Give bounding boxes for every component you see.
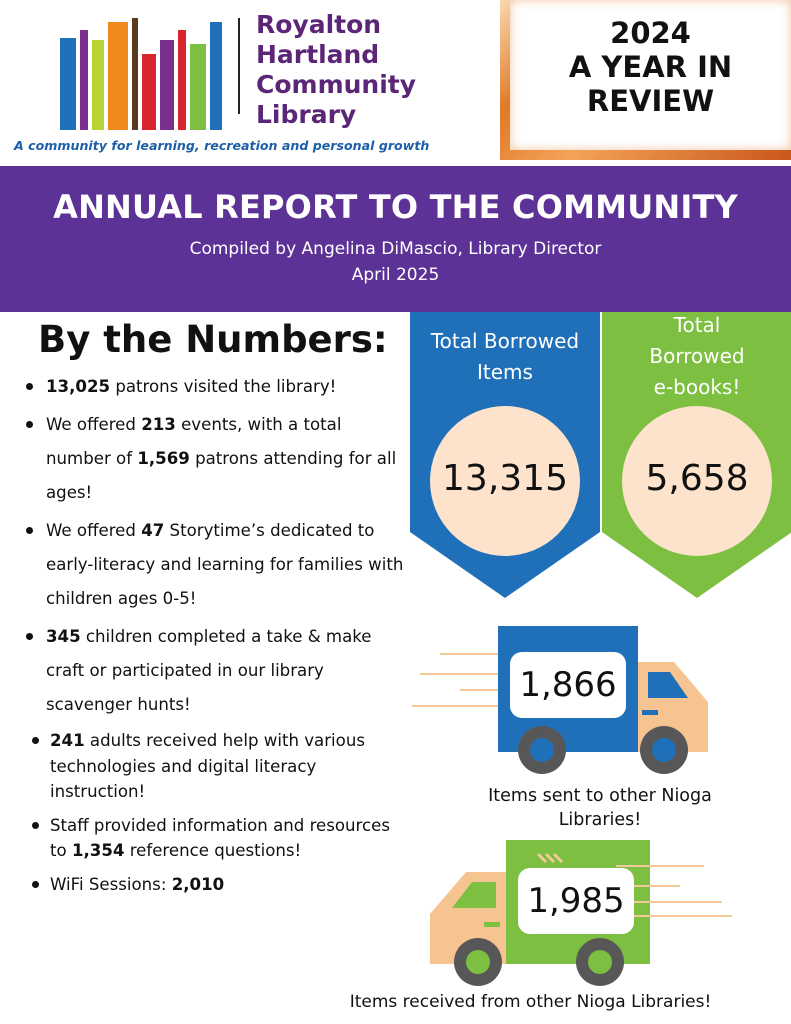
library-name-line: Royalton xyxy=(256,10,382,39)
total-ebooks-label xyxy=(602,310,791,403)
stat-value: 1,354 xyxy=(71,841,125,860)
stat-text: patrons visited the library! xyxy=(110,377,337,396)
total-ebooks-ribbon xyxy=(602,312,791,598)
stat-item xyxy=(22,408,407,510)
review-line: A YEAR IN xyxy=(568,50,733,84)
caption-line: Items sent to other Nioga xyxy=(488,786,712,806)
total-borrowed-value: 13,315 xyxy=(442,458,568,499)
items-received-caption xyxy=(270,990,791,1014)
stat-text: WiFi Sessions: xyxy=(50,874,172,894)
stat-text: events, with a total number of xyxy=(46,415,342,468)
year-in-review-title xyxy=(510,16,791,118)
items-sent-value: 1,866 xyxy=(510,652,626,718)
library-name-line: Hartland xyxy=(256,40,380,69)
report-banner xyxy=(0,166,791,312)
caption-line: Libraries! xyxy=(558,810,642,830)
total-borrowed-label xyxy=(410,326,600,388)
stat-item xyxy=(22,813,407,864)
ribbon-label-line: Total Borrowed xyxy=(430,329,580,353)
stat-value: 2,010 xyxy=(171,874,225,894)
logo-divider xyxy=(238,18,240,114)
stat-item xyxy=(22,370,407,404)
report-date: April 2025 xyxy=(351,265,440,285)
ribbon-label-line: Borrowed xyxy=(649,344,745,368)
stat-value: 241 xyxy=(50,731,85,750)
total-borrowed-circle xyxy=(430,406,580,556)
caption-line: Items received from other Nioga Libraries! xyxy=(349,992,712,1012)
stat-item xyxy=(22,728,407,805)
report-subtitle xyxy=(0,236,791,288)
items-received-truck xyxy=(426,836,736,996)
library-name-line: Community xyxy=(256,70,417,99)
stat-value: 1,569 xyxy=(137,449,190,468)
review-line: 2024 xyxy=(610,16,691,50)
stat-value: 345 xyxy=(46,627,81,646)
total-ebooks-circle xyxy=(622,406,772,556)
stat-text: children completed a take & make craft or participated in our library scavenger hunts! xyxy=(46,627,372,714)
library-tagline: A community for learning, recreation and personal growth xyxy=(14,138,430,153)
year-in-review-box xyxy=(500,0,791,160)
items-sent-truck xyxy=(412,616,722,786)
stat-value: 47 xyxy=(141,521,165,540)
stat-text: patrons attending for all ages! xyxy=(46,449,397,502)
stat-text: Storytime’s dedicated to early-literacy and learning for families with children ages 0-5! xyxy=(46,521,404,608)
ribbon-label-line: e-books! xyxy=(653,375,741,399)
stats-list xyxy=(22,370,407,905)
stat-text: adults received help with various technologies and digital literacy instruction! xyxy=(50,731,365,801)
stat-text: We offered xyxy=(46,521,142,540)
compiled-by: Compiled by Angelina DiMascio, Library Director xyxy=(189,239,602,259)
stat-text: We offered xyxy=(46,415,142,434)
stat-item xyxy=(22,872,407,898)
stat-value: 213 xyxy=(141,415,176,434)
library-name-line: Library xyxy=(256,100,357,129)
stat-text: Staff provided information and resources to xyxy=(50,815,390,860)
year-in-review-panel xyxy=(510,0,791,150)
stat-text: reference questions! xyxy=(124,841,302,860)
total-ebooks-value: 5,658 xyxy=(645,458,749,499)
ribbon-label-line: Total xyxy=(673,313,721,337)
stat-value: 13,025 xyxy=(46,377,111,396)
numbers-heading: By the Numbers: xyxy=(38,318,388,361)
items-sent-caption xyxy=(440,784,760,832)
stat-item xyxy=(22,620,407,722)
total-borrowed-ribbon xyxy=(410,312,600,598)
books-logo-icon xyxy=(58,16,228,134)
stat-item xyxy=(22,514,407,616)
ribbon-label-line: Items xyxy=(477,360,533,384)
library-name xyxy=(256,10,496,130)
report-title: ANNUAL REPORT TO THE COMMUNITY xyxy=(53,188,738,226)
items-received-value: 1,985 xyxy=(518,868,634,934)
review-line: REVIEW xyxy=(586,84,715,118)
